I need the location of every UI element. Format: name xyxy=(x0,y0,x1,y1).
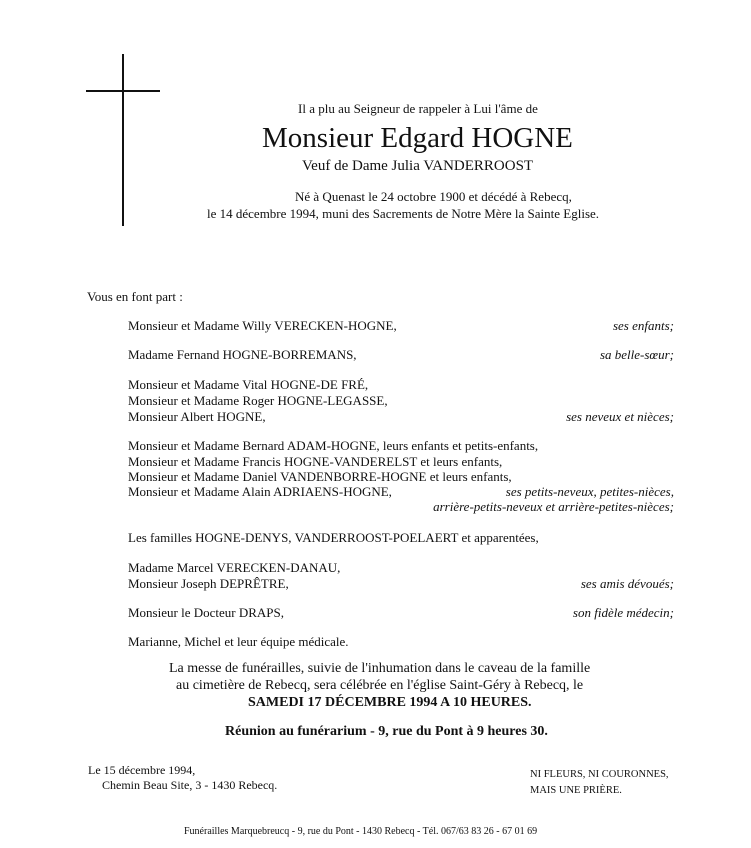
relation-label: son fidèle médecin; xyxy=(572,605,674,620)
family-line: Les familles HOGNE-DENYS, VANDERROOST-POELAERT et apparentées, xyxy=(128,530,539,545)
family-line: Monsieur le Docteur DRAPS, xyxy=(128,605,284,620)
intro-text: Il a plu au Seigneur de rappeler à Lui l'âme de xyxy=(298,101,538,116)
family-line: Monsieur et Madame Daniel VANDENBORRE-HOGNE et leurs enfants, xyxy=(128,469,512,484)
family-line-row xyxy=(128,454,674,470)
family-group-doctor xyxy=(128,605,674,621)
address: Chemin Beau Site, 3 - 1430 Rebecq. xyxy=(102,778,278,792)
birth-line-2: le 14 décembre 1994, muni des Sacrements de Notre Mère la Sainte Eglise. xyxy=(207,206,600,221)
relation-label: ses amis dévoués; xyxy=(580,576,674,591)
family-line: Monsieur et Madame Bernard ADAM-HOGNE, leurs enfants et petits-enfants, xyxy=(128,438,539,453)
funeral-date: SAMEDI 17 DÉCEMBRE 1994 A 10 HEURES. xyxy=(248,695,532,710)
family-group-nephews xyxy=(128,409,674,425)
cross-vertical xyxy=(122,54,124,226)
deceased-name: Monsieur Edgard HOGNE xyxy=(262,122,573,154)
family-line-row xyxy=(128,560,674,576)
family-line: Monsieur et Madame Francis HOGNE-VANDERELST et leurs enfants, xyxy=(128,454,503,469)
family-line: Monsieur et Madame Alain ADRIAENS-HOGNE, xyxy=(128,484,392,499)
relation-label: ses petits-neveux, petites-nièces, xyxy=(505,484,674,499)
family-group-medical-team xyxy=(128,634,674,650)
no-flowers-line-2: MAIS UNE PRIÈRE. xyxy=(530,785,622,796)
family-group-families xyxy=(128,530,674,546)
family-line-row xyxy=(128,393,674,409)
funeral-line-1: La messe de funérailles, suivie de l'inhumation dans le caveau de la famille xyxy=(169,661,591,676)
family-group-friends xyxy=(128,576,674,592)
family-line: Monsieur et Madame Roger HOGNE-LEGASSE, xyxy=(128,393,388,408)
family-line: Monsieur et Madame Vital HOGNE-DE FRÉ, xyxy=(128,377,369,392)
family-line-row xyxy=(128,499,674,515)
family-group-grand-nephews xyxy=(128,484,674,500)
relation-label: sa belle-sœur; xyxy=(599,347,674,362)
family-group-children xyxy=(128,318,674,334)
relation-label-continued: arrière-petits-neveux et arrière-petites-nièces; xyxy=(433,499,674,514)
family-line: Monsieur Albert HOGNE, xyxy=(128,409,266,424)
family-group-sister-in-law xyxy=(128,347,674,363)
cross-horizontal xyxy=(86,90,160,92)
family-line: Marianne, Michel et leur équipe médicale. xyxy=(128,634,349,649)
funeral-home-footer: Funérailles Marquebreucq - 9, rue du Pont - 1430 Rebecq - Tél. 067/63 83 26 - 67 01 69 xyxy=(184,826,538,837)
family-line: Monsieur et Madame Willy VERECKEN-HOGNE, xyxy=(128,318,397,333)
family-line: Madame Fernand HOGNE-BORREMANS, xyxy=(128,347,357,362)
family-line: Madame Marcel VERECKEN-DANAU, xyxy=(128,560,341,575)
reunion-text: Réunion au funérarium - 9, rue du Pont à 9 heures 30. xyxy=(225,724,548,739)
family-line-row xyxy=(128,469,674,485)
date-place: Le 15 décembre 1994, xyxy=(88,763,196,777)
family-line: Monsieur Joseph DEPRÊTRE, xyxy=(128,576,289,591)
widower-text: Veuf de Dame Julia VANDERROOST xyxy=(302,158,534,174)
announce-text: Vous en font part : xyxy=(87,289,183,304)
birth-line-1: Né à Quenast le 24 octobre 1900 et décédé à Rebecq, xyxy=(295,189,572,204)
no-flowers-line-1: NI FLEURS, NI COURONNES, xyxy=(530,769,669,780)
funeral-line-2: au cimetière de Rebecq, sera célébrée en l'église Saint-Géry à Rebecq, le xyxy=(176,678,584,693)
family-line-row xyxy=(128,377,674,393)
relation-label: ses enfants; xyxy=(612,318,674,333)
relation-label: ses neveux et nièces; xyxy=(566,409,674,424)
family-line-row xyxy=(128,438,674,454)
